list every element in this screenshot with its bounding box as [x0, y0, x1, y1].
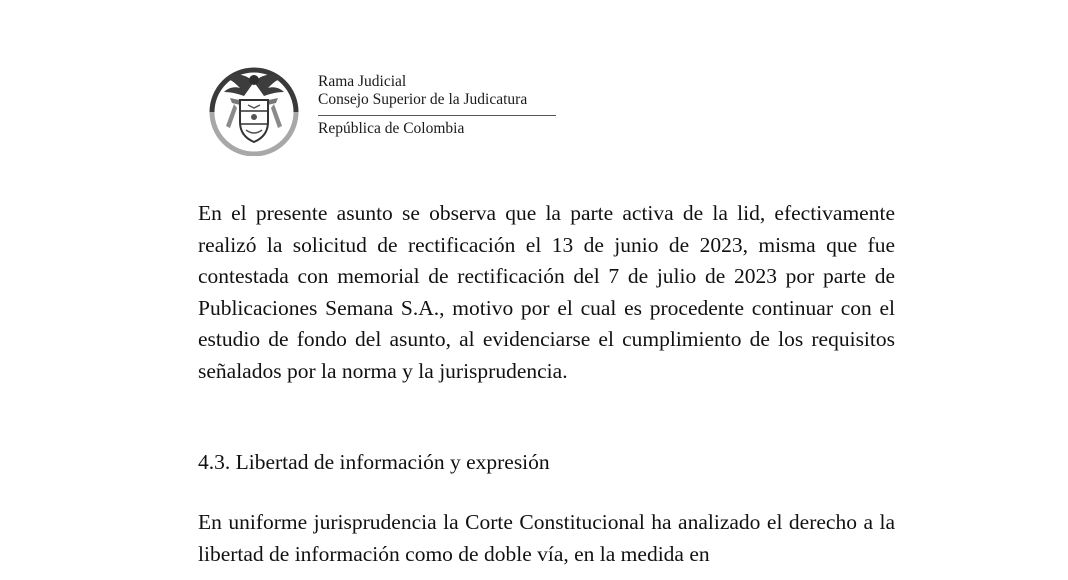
org-name-line1: Rama Judicial: [318, 73, 407, 90]
paragraph-jurisprudence: En uniforme jurisprudencia la Corte Constitucional ha analizado el derecho a la libertad de información como de doble vía, en la medida en: [198, 510, 895, 566]
header-divider: [318, 115, 556, 116]
section-heading: 4.3. Libertad de información y expresión: [198, 450, 550, 474]
paragraph-rectification: En el presente asunto se observa que la parte activa de la lid, efectivamente realizó la solicitud de rectificación el 13 de junio de 2023, misma que fue contestada con memorial de rectificación del 7 de julio de 2023 por parte de Publicaciones Semana S.A., motivo por el cual es procedente continuar con el estudio de fondo del asunto, al evidenciarse el cumplimiento de los requisitos señalados por la norma y la jurisprudencia.: [198, 201, 895, 383]
country-name: República de Colombia: [318, 120, 465, 137]
coat-of-arms-seal-icon: [204, 56, 304, 156]
institution-header: [318, 73, 558, 138]
org-name-line2: Consejo Superior de la Judicatura: [318, 91, 528, 108]
